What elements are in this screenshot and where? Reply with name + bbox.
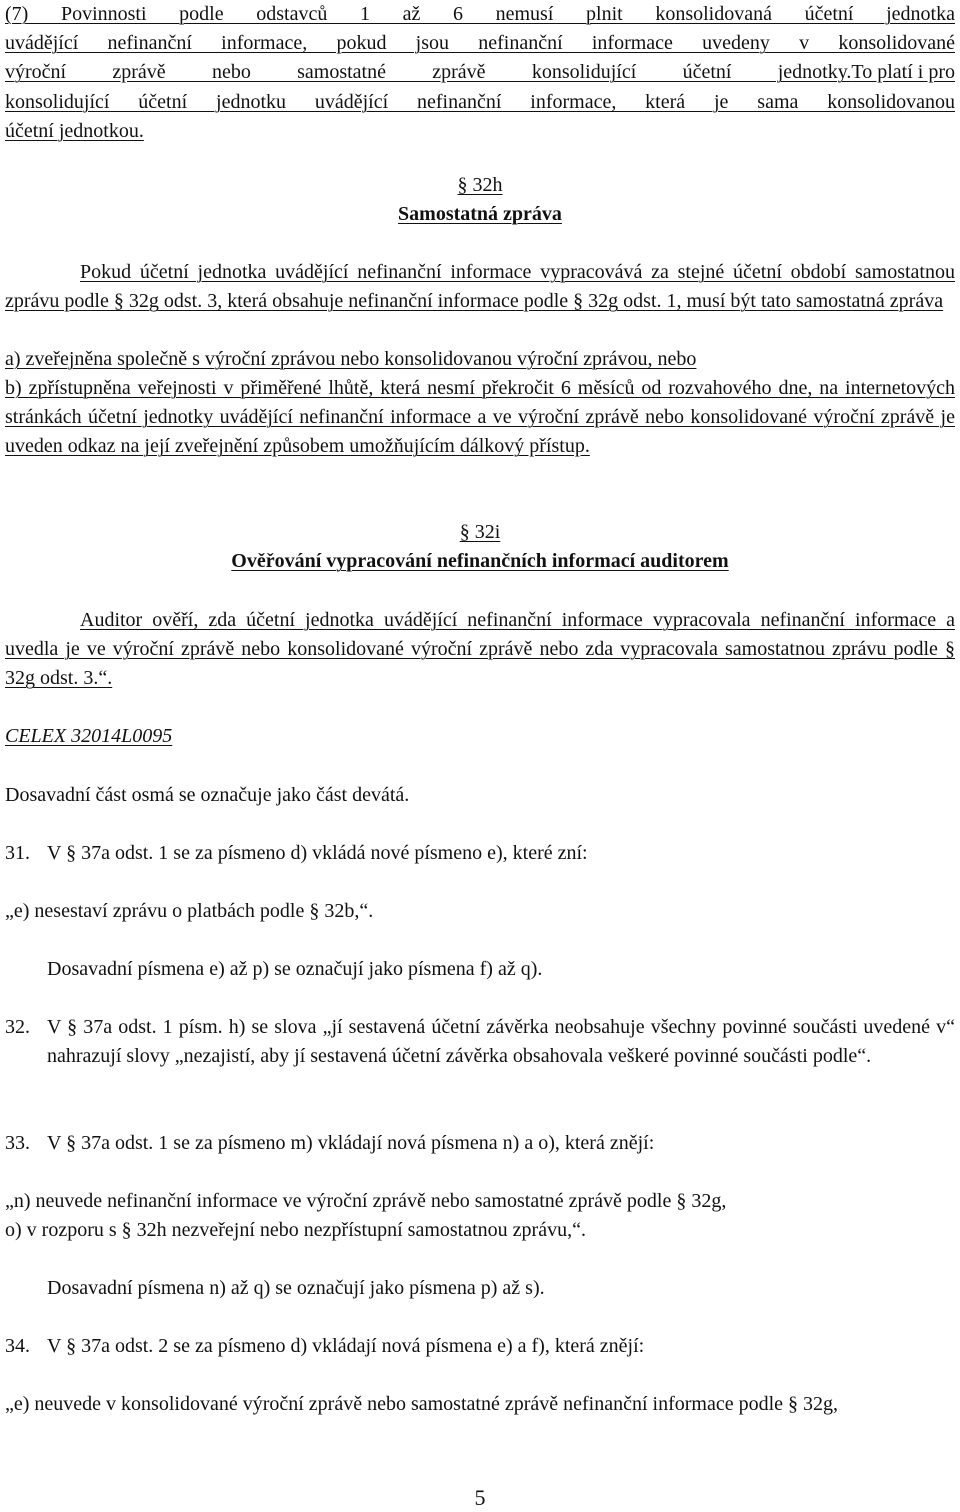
- item-33-quote-n: „n) neuvede nefinanční informace ve výroční zprávě nebo samostatné zprávě podle § 32g,: [5, 1190, 727, 1212]
- item-34-text: V § 37a odst. 2 se za písmeno d) vkládají nová písmena e) a f), která znějí:: [47, 1335, 645, 1357]
- paragraph-7-line-3-tail: To platí i pro: [851, 61, 955, 84]
- paragraph-7-line-3: [5, 58, 955, 87]
- item-31-text: V § 37a odst. 1 se za písmeno d) vkládá nové písmeno e), které zní:: [47, 842, 588, 864]
- paragraph-7-line-5: účetní jednotkou.: [5, 119, 144, 142]
- section-32h-body: Pokud účetní jednotka uvádějící nefinanční informace vypracovává za stejné účetní období samostatnou zprávu podle § 32g odst. 3, která obsahuje nefinanční informace podle § 32g odst. 1, musí být tato samostatná zpráva: [5, 261, 955, 313]
- item-33-text: V § 37a odst. 1 se za písmeno m) vkládají nová písmena n) a o), která znějí:: [47, 1132, 655, 1154]
- paragraph-7-line-2: uvádějící nefinanční informace, pokud jsou nefinanční informace uvedeny v konsolidované: [5, 32, 955, 55]
- part-note: Dosavadní část osmá se označuje jako část devátá.: [5, 784, 410, 806]
- item-31-note: Dosavadní písmena e) až p) se označují jako písmena f) až q).: [47, 958, 543, 980]
- section-32i-title: Ověřování vypracování nefinančních informací auditorem: [231, 550, 729, 572]
- section-32h-item-b: b) zpřístupněna veřejnosti v přiměřené lhůtě, která nesmí překročit 6 měsíců od rozvahového dne, na internetových stránkách účetní jednotky uvádějící nefinanční informace a ve výroční zprávě nebo konsolidované výroční zprávě je uveden odkaz na její zveřejnění způsobem umožňujícím dálkový přístup.: [5, 377, 955, 458]
- item-32-text: V § 37a odst. 1 písm. h) se slova „jí sestavená účetní závěrka neobsahuje všechny povinné součásti uvedené v“ nahrazují slovy „nezajistí, aby jí sestavená účetní závěrka obsahovala veškeré povinné součásti podle“.: [47, 1016, 955, 1068]
- section-32h-title: Samostatná zpráva: [398, 203, 562, 225]
- section-32i-body: Auditor ověří, zda účetní jednotka uvádějící nefinanční informace vypracovala nefinanční informace a uvedla je ve výroční zprávě nebo konsolidované výroční zprávě nebo zda vypracovala samostatnou zprávu podle § 32g odst. 3.“.: [5, 609, 955, 690]
- item-33-quote-o: o) v rozporu s § 32h nezveřejní nebo nezpřístupní samostatnou zprávu,“.: [5, 1219, 586, 1241]
- item-34-quote: „e) neuvede v konsolidované výroční zprávě nebo samostatné zprávě nefinanční informace podle § 32g,: [5, 1393, 839, 1415]
- paragraph-7-line-1: (7) Povinnosti podle odstavců 1 až 6 nemusí plnit konsolidovaná účetní jednotka: [5, 3, 955, 25]
- paragraph-7-line-4: konsolidující účetní jednotku uvádějící nefinanční informace, která je sama konsolidovanou: [5, 90, 955, 113]
- page-number: 5: [474, 1485, 486, 1510]
- item-33-number: 33.: [5, 1132, 30, 1154]
- section-32h-number: § 32h: [457, 174, 503, 196]
- section-32h-item-a: a) zveřejněna společně s výroční zprávou nebo konsolidovanou výroční zprávou, nebo: [5, 348, 697, 370]
- celex-reference: CELEX 32014L0095: [5, 725, 173, 747]
- item-32-number: 32.: [5, 1016, 30, 1038]
- paragraph-7: [5, 0, 955, 146]
- item-31-number: 31.: [5, 842, 30, 864]
- item-33-note: Dosavadní písmena n) až q) se označují jako písmena p) až s).: [47, 1277, 545, 1299]
- item-31-quote: „e) nesestaví zprávu o platbách podle § 32b,“.: [5, 900, 374, 922]
- item-34-number: 34.: [5, 1335, 30, 1357]
- section-32i-number: § 32i: [459, 521, 501, 543]
- paragraph-7-line-3-text: výroční zprávě nebo samostatné zprávě konsolidující účetní jednotky.: [5, 61, 852, 84]
